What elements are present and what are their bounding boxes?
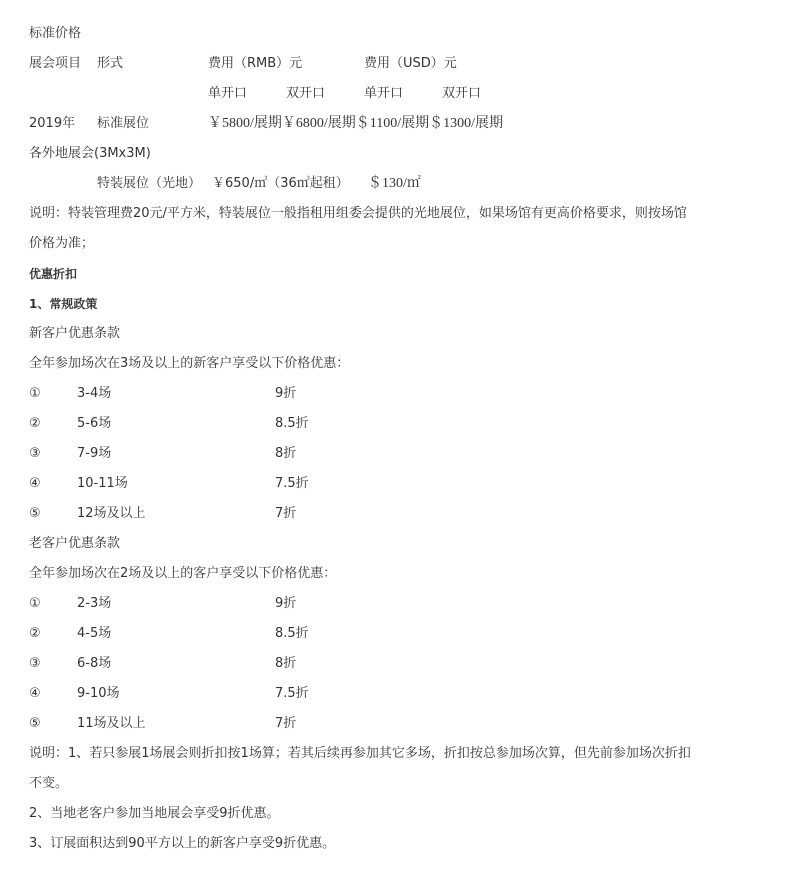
discount-point-2: 2、当地老客户参加当地展会享受9折优惠。 bbox=[29, 806, 280, 821]
list-item-rate: 8折 bbox=[275, 656, 297, 671]
list-item-range: 7-9场 bbox=[77, 446, 112, 461]
new-customer-title: 新客户优惠条款 bbox=[29, 326, 121, 341]
subheader-rmb-double: 双开口 bbox=[286, 86, 326, 101]
col-header-usd: 费用（USD）元 bbox=[364, 56, 457, 71]
list-item-rate: 7折 bbox=[275, 716, 297, 731]
raw-space-label: 特装展位（光地） bbox=[97, 176, 202, 191]
list-item-mark: ⑤ bbox=[29, 506, 41, 521]
list-item-mark: ③ bbox=[29, 446, 41, 461]
discount-heading: 优惠折扣 bbox=[29, 267, 78, 281]
list-item-rate: 9折 bbox=[275, 596, 297, 611]
standard-price-heading: 标准价格 bbox=[29, 26, 82, 41]
list-item-mark: ④ bbox=[29, 476, 41, 491]
old-customer-title: 老客户优惠条款 bbox=[29, 536, 121, 551]
subheader-usd-single: 单开口 bbox=[364, 86, 404, 101]
list-item-range: 4-5场 bbox=[77, 626, 112, 641]
row-form: 标准展位 bbox=[97, 116, 150, 131]
old-customer-intro: 全年参加场次在2场及以上的客户享受以下价格优惠： bbox=[29, 566, 337, 581]
list-item-rate: 8折 bbox=[275, 446, 297, 461]
list-item-range: 2-3场 bbox=[77, 596, 112, 611]
row-prices: ￥5800/展期￥6800/展期＄1100/展期＄1300/展期 bbox=[208, 116, 504, 131]
col-header-rmb: 费用（RMB）元 bbox=[208, 56, 303, 71]
discount-point-3: 3、订展面积达到90平方以上的新客户享受9折优惠。 bbox=[29, 836, 336, 851]
standard-note-line1: 说明：特装管理费20元/平方米，特装展位一般指租用组委会提供的光地展位，如果场馆有更高价格要求，则按场馆 bbox=[29, 206, 687, 221]
policy-heading: 1、常规政策 bbox=[29, 297, 98, 311]
list-item-range: 6-8场 bbox=[77, 656, 112, 671]
list-item-range: 12场及以上 bbox=[77, 506, 146, 521]
list-item-mark: ⑤ bbox=[29, 716, 41, 731]
list-item-rate: 7.5折 bbox=[275, 686, 309, 701]
discount-note-line2: 不变。 bbox=[29, 776, 69, 791]
list-item-mark: ① bbox=[29, 596, 41, 611]
list-item-mark: ② bbox=[29, 626, 41, 641]
subheader-usd-double: 双开口 bbox=[442, 86, 482, 101]
list-item-mark: ② bbox=[29, 416, 41, 431]
col-header-item: 展会项目 bbox=[29, 56, 82, 71]
standard-note-line2: 价格为准； bbox=[29, 236, 95, 251]
list-item-range: 10-11场 bbox=[77, 476, 128, 491]
list-item-range: 11场及以上 bbox=[77, 716, 146, 731]
new-customer-intro: 全年参加场次在3场及以上的新客户享受以下价格优惠： bbox=[29, 356, 350, 371]
list-item-rate: 9折 bbox=[275, 386, 297, 401]
subheader-rmb-single: 单开口 bbox=[208, 86, 248, 101]
list-item-rate: 7.5折 bbox=[275, 476, 309, 491]
list-item-mark: ④ bbox=[29, 686, 41, 701]
list-item-range: 9-10场 bbox=[77, 686, 120, 701]
raw-space-usd: ＄130/㎡ bbox=[368, 176, 421, 191]
list-item-rate: 7折 bbox=[275, 506, 297, 521]
col-header-form: 形式 bbox=[97, 56, 124, 71]
list-item-rate: 8.5折 bbox=[275, 626, 309, 641]
list-item-range: 3-4场 bbox=[77, 386, 112, 401]
regional-label: 各外地展会(3Mx3M) bbox=[29, 146, 151, 161]
list-item-range: 5-6场 bbox=[77, 416, 112, 431]
list-item-mark: ① bbox=[29, 386, 41, 401]
list-item-rate: 8.5折 bbox=[275, 416, 309, 431]
discount-note-line1: 说明：1、若只参展1场展会则折扣按1场算；若其后续再参加其它多场，折扣按总参加场次算，但先前参加场次折扣 bbox=[29, 746, 691, 761]
row-year: 2019年 bbox=[29, 116, 76, 131]
raw-space-rmb: ￥650/㎡（36㎡起租） bbox=[212, 176, 349, 191]
list-item-mark: ③ bbox=[29, 656, 41, 671]
